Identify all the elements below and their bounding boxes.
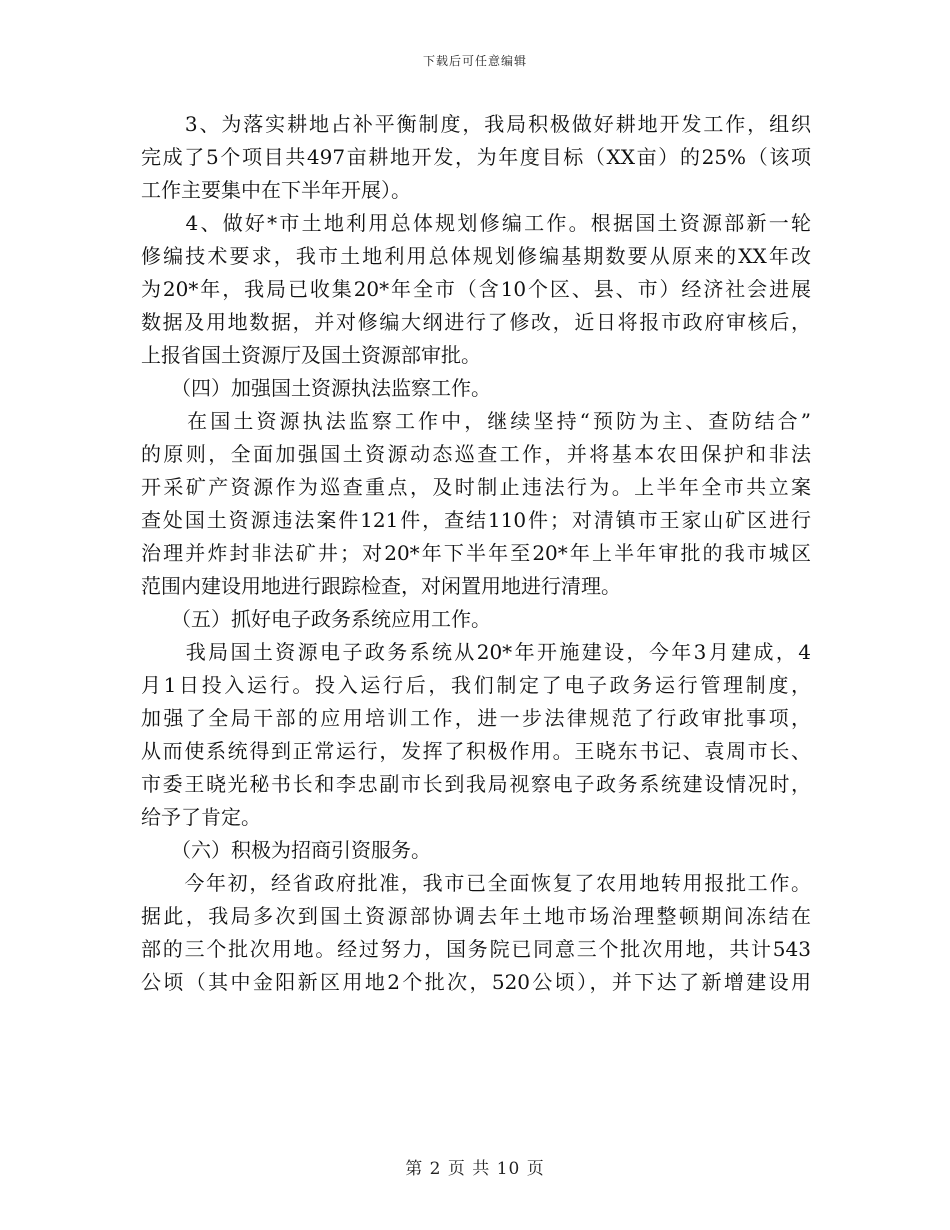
text-line: 从而使系统得到正常运行，发挥了积极作用。王晓东书记、袁周市长、: [141, 739, 811, 763]
text-line: 治理并炸封非法矿井；对20*年下半年至20*年上半年审批的我市城区: [141, 541, 811, 565]
text-line: 给予了肯定。: [141, 805, 261, 829]
text-line: 市委王晓光秘书长和李忠副市长到我局视察电子政务系统建设情况时，: [141, 772, 811, 796]
text-line: 查处国土资源违法案件121件，查结110件；对清镇市王家山矿区进行: [141, 508, 811, 532]
text-line: 的原则，全面加强国土资源动态巡查工作，并将基本农田保护和非法: [141, 442, 811, 466]
text-line: 修编技术要求，我市土地利用总体规划修编基期数要从原来的XX年改: [141, 244, 811, 268]
text-line: （六）积极为招商引资服务。: [141, 838, 431, 862]
text-line: 为20*年，我局已收集20*年全市（含10个区、县、市）经济社会进展: [141, 277, 811, 301]
text-line: 范围内建设用地进行跟踪检查，对闲置用地进行清理。: [141, 574, 621, 598]
page-header: 下载后可任意编辑: [422, 54, 527, 68]
text-line: （五）抓好电子政务系统应用工作。: [141, 607, 491, 631]
text-line: 工作主要集中在下半年开展）。: [141, 178, 411, 202]
text-line: 据此，我局多次到国土资源部协调去年土地市场治理整顿期间冻结在: [141, 904, 811, 928]
text-line: 在国土资源执法监察工作中，继续坚持“预防为主、查防结合”: [141, 409, 811, 433]
document-body: [141, 108, 811, 999]
text-line: 我局国土资源电子政务系统从20*年开施建设，今年3月建成，4: [141, 640, 811, 664]
text-line: （四）加强国土资源执法监察工作。: [141, 376, 491, 400]
text-line: 完成了5个项目共497亩耕地开发，为年度目标（XX亩）的25%（该项: [141, 145, 811, 169]
text-line: 3、为落实耕地占补平衡制度，我局积极做好耕地开发工作，组织: [141, 112, 811, 136]
text-line: 数据及用地数据，并对修编大纲进行了修改，近日将报市政府审核后，: [141, 310, 811, 334]
text-line: 加强了全局干部的应用培训工作，进一步法律规范了行政审批事项，: [141, 706, 811, 730]
text-line: 上报省国土资源厅及国土资源部审批。: [141, 343, 481, 367]
text-line: 部的三个批次用地。经过努力，国务院已同意三个批次用地，共计543: [141, 937, 811, 961]
text-line: 公顷（其中金阳新区用地2个批次，520公顷），并下达了新增建设用: [141, 970, 811, 994]
text-line: 月1日投入运行。投入运行后，我们制定了电子政务运行管理制度，: [141, 673, 811, 697]
text-line: 今年初，经省政府批准，我市已全面恢复了农用地转用报批工作。: [141, 871, 811, 895]
text-line: 开采矿产资源作为巡查重点，及时制止违法行为。上半年全市共立案: [141, 475, 811, 499]
page-footer: 第 2 页 共 10 页: [405, 1159, 545, 1179]
text-line: 4、做好*市土地利用总体规划修编工作。根据国土资源部新一轮: [141, 211, 811, 235]
